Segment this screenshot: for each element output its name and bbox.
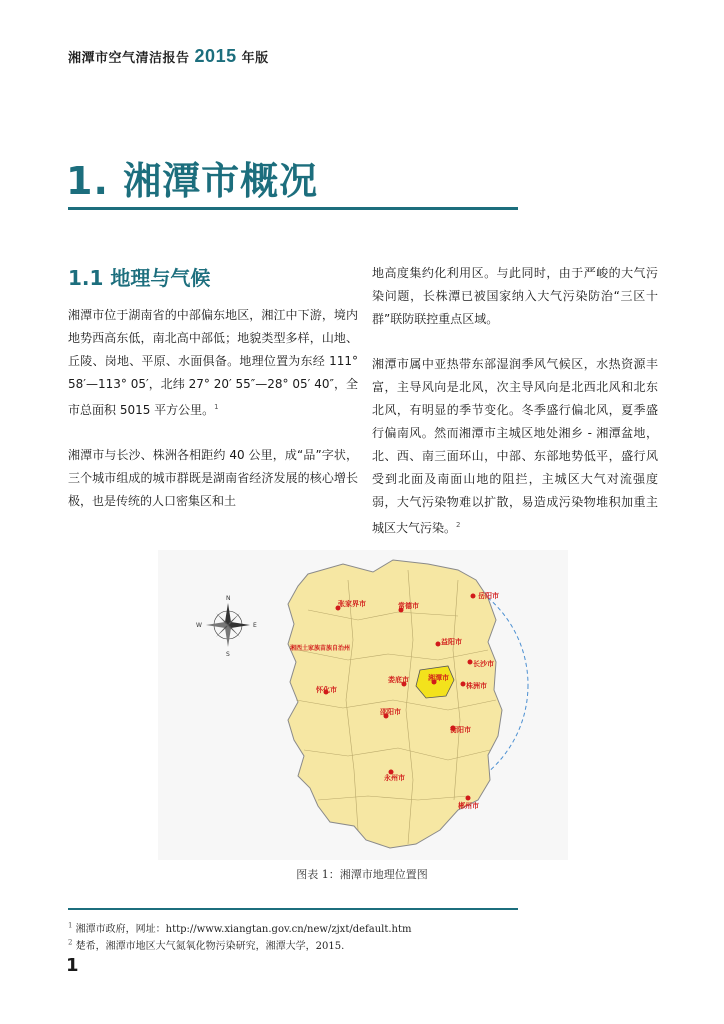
- page-number: 1: [66, 955, 79, 976]
- compass-north: N: [226, 595, 231, 602]
- paragraph: 地高度集约化利用区。与此同时，由于严峻的大气污染问题，长株潭已被国家纳入大气污染防治“三区十群”联防联控重点区域。: [372, 266, 658, 326]
- chapter-divider: [68, 207, 518, 210]
- footnote-divider: [68, 908, 518, 910]
- city-marker-yueyang: [471, 594, 476, 599]
- section-title: 1.1 地理与气候: [68, 266, 211, 290]
- city-label-changde: 常德市: [398, 602, 419, 610]
- city-label-yueyang: 岳阳市: [478, 592, 499, 600]
- header-year: 2015: [194, 46, 237, 66]
- city-marker-zhuzhou: [461, 682, 466, 687]
- city-marker-chenzhou: [466, 796, 471, 801]
- running-header: [68, 46, 269, 67]
- paragraph: 湘潭市位于湖南省的中部偏东地区，湘江中下游，境内地势西高东低，南北高中部低；地貌类型多样，山地、丘陵、岗地、平原、水面俱备。地理位置为东经 111° 58′—113° 05′，北纬 27° 20′ 55″—28° 05′ 40″，全市总面积 5015 平方公里。$^1$: [68, 308, 358, 417]
- city-label-hengyang: 衡阳市: [450, 726, 471, 734]
- compass-east: E: [253, 622, 257, 629]
- city-label-changsha: 长沙市: [473, 660, 494, 668]
- city-label-yongzhou: 永州市: [384, 774, 405, 782]
- city-label-shaoyang: 邵阳市: [380, 708, 401, 716]
- compass-west: W: [196, 622, 202, 629]
- left-column: [68, 304, 358, 535]
- chapter-title: 1. 湘潭市概况: [66, 159, 319, 203]
- city-marker-yiyang: [436, 642, 441, 647]
- paragraph: 湘潭市属中亚热带东部湿润季风气候区，水热资源丰富，主导风向是北风，次主导风向是北西北风和北东北风，有明显的季节变化。冬季盛行偏北风，夏季盛行偏南风。然而湘潭市主城区地处湘乡 - 湘潭盆地，北、西、南三面环山，中部、东部地势低平，盛行风受到北面及南面山地的阻拦，主城区大气对流强度弱，大气污染物难以扩散，易造成污染物堆积加重主城区大气污染。$^2$: [372, 357, 658, 535]
- city-label-zhangjiajie: 张家界市: [338, 600, 366, 608]
- footnote: $^2$ 楚希，湘潭市地区大气氮氧化物污染研究，湘潭大学，2015.: [68, 938, 345, 952]
- header-title: 湘潭市空气清洁报告: [68, 51, 190, 66]
- hunan-map: [158, 550, 568, 860]
- footnote: $^1$ 湘潭市政府，网址：http://www.xiangtan.gov.cn/new/zjxt/default.htm: [68, 921, 412, 935]
- location-map-figure: [158, 550, 568, 860]
- city-label-huaihua: 怀化市: [316, 686, 337, 694]
- footnote-ref[interactable]: 2: [456, 521, 461, 529]
- paragraph: 湘潭市与长沙、株洲各相距约 40 公里，成“品”字状，三个城市组成的城市群既是湖南省经济发展的核心增长极，也是传统的人口密集区和土: [68, 448, 358, 508]
- compass-rose: [196, 595, 257, 658]
- right-column: [372, 262, 658, 562]
- city-label-chenzhou: 郴州市: [458, 802, 479, 810]
- compass-south: S: [226, 651, 230, 658]
- city-label-xiangxi: 湘西土家族苗族自治州: [290, 645, 351, 652]
- footnote-ref[interactable]: 1: [214, 403, 219, 411]
- city-label-yiyang: 益阳市: [441, 638, 462, 646]
- figure-caption: 图表 1：湘潭市地理位置图: [296, 868, 428, 881]
- city-label-xiangtan: 湘潭市: [428, 674, 449, 682]
- header-edition: 年版: [241, 51, 269, 66]
- city-marker-changsha: [468, 660, 473, 665]
- city-label-zhuzhou: 株洲市: [466, 682, 487, 690]
- city-label-loudi: 娄底市: [388, 676, 409, 684]
